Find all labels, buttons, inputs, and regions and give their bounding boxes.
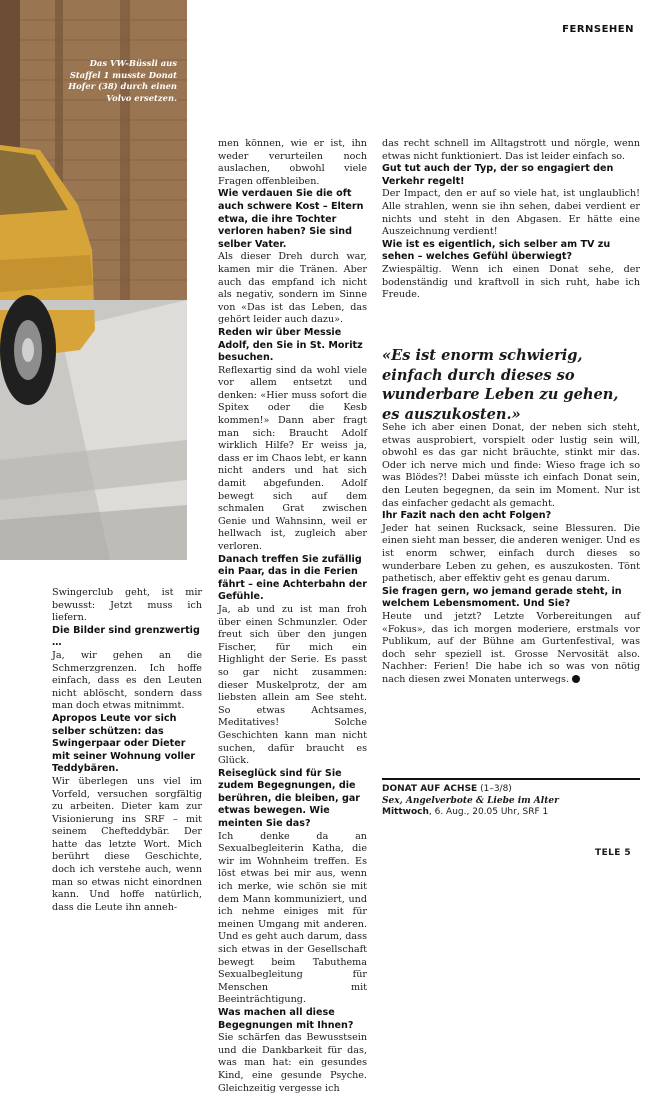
interview-question: Sie fragen gern, wo jemand gerade steht, in welchem Lebensmoment. Und Sie? [382,585,622,610]
interview-answer: Sie schärfen das Bewusstsein und die Dankbarkeit für das, was man hat: ein gesundes Kind, eine gesunde Psyche. Gleichzeitig vergesse ich [218,1032,367,1094]
interview-question: Wie ist es eigentlich, sich selber am TV zu sehen – welches Gefühl überwiegt? [382,238,611,263]
info-box-subtitle: Sex, Angelverbote & Liebe im Alter [382,795,559,806]
interview-answer: Zwiespältig. Wenn ich einen Donat sehe, der bodenständig und kraftvoll in sich ruht, habe ich Freude. [382,263,640,301]
interview-answer: Heute und jetzt? Letzte Vorbereitungen auf «Fokus», das ich morgen moderiere, erstmals vor Publikum, auf der Bühne am Gurtenfestival, was doch sehr speziell ist. Grosse Nervosität also. Nachher: Ferien! Die habe ich so was von nötig nach diesen zwei Monaten unterwegs. [382,610,640,685]
info-box-day: Mittwoch [382,807,429,817]
end-of-article-icon [572,675,580,683]
photo-caption: Das VW-Büssli aus Staffel 1 musste Donat Hofer (38) durch einen Volvo ersetzen. [68,58,177,103]
interview-answer: Der Impact, den er auf so viele hat, ist unglaublich! Alle strahlen, wenn sie ihn sehen, dabei verdient er nichts und steht in den Abgasen. Er hätte eine Auszeichnung verdient! [382,188,640,238]
interview-answer: Sehe ich aber einen Donat, der neben sich steht, etwas ausprobiert, vorspielt oder lustig sein will, obwohl es das gar nicht bräuchte, stinkt mir das. Oder ich nerve mich und finde: Wieso frage ich so was Blödes?! Dabei müsste ich einfach Donat sein, den Leuten begegnen, da sein im Moment. Nur ist das einfacher gedacht als gemacht. [382,422,640,509]
column-1 [52,587,202,914]
interview-question: Danach treffen Sie zufällig ein Paar, das in die Ferien fährt – eine Achterbahn der Gefühle. [218,553,367,603]
interview-question: Reiseglück sind für Sie zudem Begegnungen, die berühren, die bleiben, gar etwas bewegen. Wie meinten Sie das? [218,767,361,830]
interview-answer: Jeder hat seinen Rucksack, seine Blessuren. Die einen sieht man besser, die anderen weniger. Und es ist enorm schwer, einfach durch dieses so wunderbare Leben zu gehen, es auszukosten. Tönt pathetisch, aber effektiv geht es genau darum. [382,522,640,585]
column-3 [382,138,640,302]
interview-answer: Ich denke da an Sexualbegleiterin Katha, die wir im Wohnheim treffen. Es löst etwas bei mir aus, wenn ich merke, wie schön sie mit dem Mann kommuniziert, und ich nehme einiges mit für meinen Umgang mit anderen. Und es geht auch darum, dass sich etwas in der Gesellschaft bewegt beim Tabuthema Sexualbegleitung für Menschen mit Beeinträchtigung. [218,830,367,1006]
interview-answer: Wir überlegen uns viel im Vorfeld, versuchen sorgfältig zu arbeiten. Dieter kam zur Visionierung ins SRF – mit seinem Chefteddybär. Der hatte das letzte Wort. Mich berührt diese Geschichte, doch ich verstehe auch, wenn man so etwas nicht einordnen kann. Und hoffe natürlich, dass die Leute ihn anneh- [52,775,202,913]
interview-question: Wie verdauen Sie die oft auch schwere Kost – Eltern etwa, die ihre Tochter verloren haben? Sie sind selber Vater. [218,188,364,250]
tv-info-box [382,778,640,819]
interview-question: Apropos Leute vor sich selber schützen: das Swingerpaar oder Dieter mit seiner Wohnung voller Teddybären. [52,712,196,775]
page-footer: TELE 5 [595,848,631,858]
info-box-episodes: (1–3/8) [480,784,512,794]
interview-question: Die Bilder sind grenzwertig … [52,624,200,649]
interview-answer: Reflexartig sind da wohl viele vor allem entsetzt und denken: «Hier muss sofort die Spitex oder die Kesb kommen!» Dann aber fragt man sich: Braucht Adolf wirklich Hilfe? Er weiss ja, dass er im Chaos lebt, er kann nicht anders und hat sich damit abgefunden. Adolf bewegt sich auf dem schmalen Grat zwischen Genie und Wahnsinn, weil er hellwach ist, zugleich aber verloren. [218,364,367,552]
info-box-airtime [382,807,640,819]
interview-question: Reden wir über Messie Adolf, den Sie in St. Moritz besuchen. [218,326,363,364]
pull-quote: «Es ist enorm schwierig, einfach durch dieses so wunderbare Leben zu gehen, es auszukosten.» [382,347,619,423]
interview-question: Was machen all diese Begegnungen mit Ihnen? [218,1006,354,1031]
interview-answer: Ja, wir gehen an die Schmerzgrenzen. Ich hoffe einfach, dass es den Leuten nicht ablöscht, sondern dass man doch etwas mitnimmt. [52,649,202,712]
interview-answer: Als dieser Dreh durch war, kamen mir die Tränen. Aber auch das empfand ich nicht als negativ, sondern im Sinne von «Das ist das Leben, das gehört leider auch dazu». [218,251,367,326]
info-box-title: DONAT AUF ACHSE [382,784,478,794]
interview-answer: Ja, ab und zu ist man froh über einen Schmunzler. Oder freut sich über den jungen Fischer, für mich ein Highlight der Serie. Es passt so gar nicht zusammen: dieser Muskelprotz, der am liebsten allein am See steht. So etwas Achtsames, Meditatives! Solche Geschichten kann man nicht suchen, dafür braucht es Glück. [218,603,367,767]
info-box-details: , 6. Aug., 20.05 Uhr, SRF 1 [428,807,549,817]
interview-question: Gut tut auch der Typ, der so engagiert den Verkehr regelt! [382,163,614,187]
interview-answer: das recht schnell im Alltagstrott und nörgle, wenn etwas nicht funktioniert. Das ist leider einfach so. [382,138,640,162]
column-3-lower [382,422,640,686]
interview-answer: Swingerclub geht, ist mir bewusst: Jetzt muss ich liefern. [52,587,202,624]
info-box-heading [382,784,640,796]
section-label: FERNSEHEN [562,24,634,35]
article-photo [0,0,187,560]
interview-question: Ihr Fazit nach den acht Folgen? [382,510,552,522]
interview-answer: men können, wie er ist, ihn weder verurteilen noch auslachen, obwohl viele Fragen offenbleiben. [218,138,367,187]
column-2 [218,138,367,1095]
